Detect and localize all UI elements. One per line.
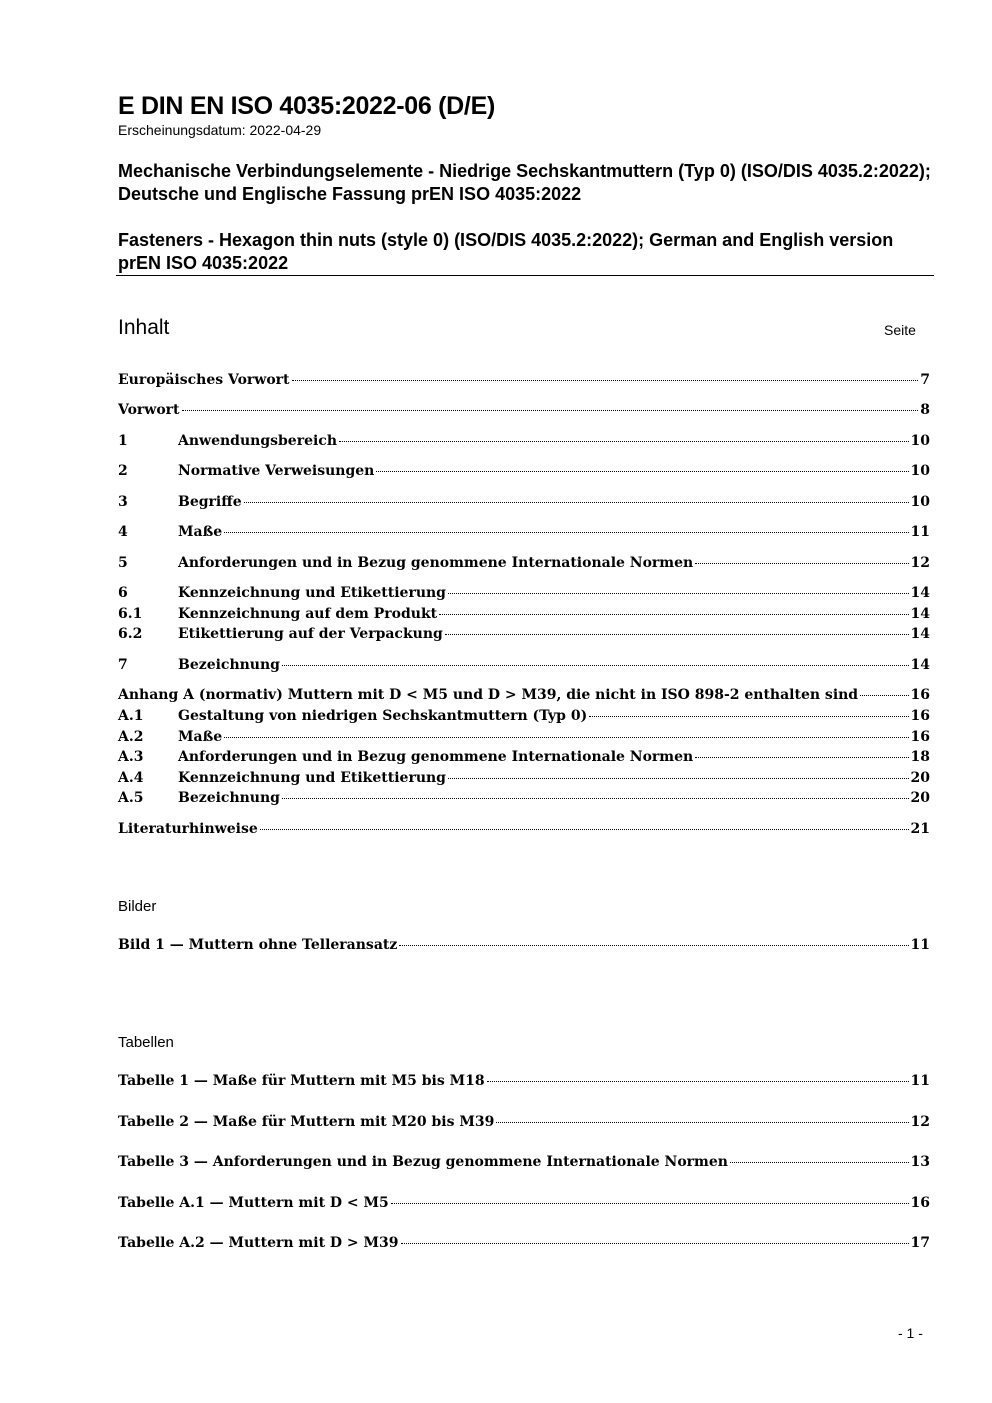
figure-entry-page: 11 <box>910 937 930 953</box>
toc-entry-page: 16 <box>910 729 930 745</box>
toc-entry-page: 14 <box>910 657 930 673</box>
toc-entry-label: Anforderungen und in Bezug genommene Internationale Normen <box>178 749 694 765</box>
toc-entry-label: Europäisches Vorwort <box>118 372 290 388</box>
toc-entry-label: Maße <box>178 524 223 540</box>
toc-entry-label: Gestaltung von niedrigen Sechskantmuttern (Typ 0) <box>178 708 588 724</box>
toc-entry[interactable] <box>118 555 930 575</box>
toc-entry-label: Normative Verweisungen <box>178 463 375 479</box>
dot-leader <box>224 532 908 533</box>
dot-leader <box>376 471 908 472</box>
publication-date: Erscheinungsdatum: 2022-04-29 <box>118 122 322 138</box>
table-entry-page: 11 <box>910 1073 930 1089</box>
table-entry-label: Tabelle 2 — Maße für Muttern mit M20 bis M39 <box>118 1114 495 1130</box>
dot-leader <box>695 757 908 758</box>
toc-entry-page: 14 <box>910 606 930 622</box>
toc-entry-number: 6 <box>118 585 128 601</box>
document-title: E DIN EN ISO 4035:2022-06 (D/E) <box>118 92 495 120</box>
toc-entry-number: 4 <box>118 524 128 540</box>
toc-entry-number: 5 <box>118 555 128 571</box>
dot-leader <box>589 716 908 717</box>
table-entry-label: Tabelle A.1 — Muttern mit D < M5 <box>118 1195 389 1211</box>
toc-entry[interactable] <box>118 790 930 810</box>
tables-heading: Tabellen <box>118 1034 174 1051</box>
toc-entry-number: A.2 <box>118 729 144 745</box>
toc-entry-page: 16 <box>910 687 930 703</box>
table-entry-label: Tabelle 1 — Maße für Muttern mit M5 bis M18 <box>118 1073 485 1089</box>
contents-heading: Inhalt <box>118 316 170 339</box>
toc-entry-label: Vorwort <box>118 402 180 418</box>
toc-entry[interactable] <box>118 402 930 422</box>
toc-entry-page: 10 <box>910 463 930 479</box>
dot-leader <box>439 614 908 615</box>
toc-entry[interactable] <box>118 708 930 728</box>
toc-entry-label: Etikettierung auf der Verpackung <box>178 626 443 642</box>
table-entry-label: Tabelle A.2 — Muttern mit D > M39 <box>118 1235 399 1251</box>
toc-entry[interactable] <box>118 585 930 605</box>
toc-entry-label: Bezeichnung <box>178 790 280 806</box>
table-entry-page: 17 <box>910 1235 930 1251</box>
toc-entry-label: Kennzeichnung und Etikettierung <box>178 585 446 601</box>
toc-entry-page: 18 <box>910 749 930 765</box>
figures-heading: Bilder <box>118 898 157 915</box>
dot-leader <box>292 380 919 381</box>
toc-entry[interactable] <box>118 729 930 749</box>
toc-entry-label: Begriffe <box>178 494 242 510</box>
toc-entry-label: Kennzeichnung und Etikettierung <box>178 770 446 786</box>
table-entry[interactable] <box>118 1073 930 1093</box>
dot-leader <box>730 1162 909 1163</box>
table-entry-page: 13 <box>910 1154 930 1170</box>
figure-entry[interactable] <box>118 937 930 957</box>
toc-entry-number: 3 <box>118 494 128 510</box>
toc-entry-label: Maße <box>178 729 223 745</box>
toc-entry-page: 20 <box>910 770 930 786</box>
toc-entry[interactable] <box>118 606 930 626</box>
toc-entry-page: 14 <box>910 585 930 601</box>
toc-entry[interactable] <box>118 433 930 453</box>
toc-entry[interactable] <box>118 463 930 483</box>
dot-leader <box>445 634 909 635</box>
toc-entry-page: 11 <box>910 524 930 540</box>
table-entry-label: Tabelle 3 — Anforderungen und in Bezug genommene Internationale Normen <box>118 1154 728 1170</box>
toc-entry-label: Bezeichnung <box>178 657 280 673</box>
toc-entry-label: Literaturhinweise <box>118 821 258 837</box>
toc-entry-number: A.3 <box>118 749 144 765</box>
toc-entry-page: 10 <box>910 494 930 510</box>
toc-entry-number: A.4 <box>118 770 144 786</box>
dot-leader <box>244 502 909 503</box>
dot-leader <box>401 1243 909 1244</box>
toc-entry[interactable] <box>118 626 930 646</box>
dot-leader <box>224 737 908 738</box>
dot-leader <box>282 665 909 666</box>
toc-entry-label: Anforderungen und in Bezug genommene Internationale Normen <box>178 555 694 571</box>
page-column-label: Seite <box>884 322 916 338</box>
toc-entry[interactable] <box>118 372 930 392</box>
figure-entry-label: Bild 1 — Muttern ohne Telleransatz <box>118 937 398 953</box>
toc-entry-number: 7 <box>118 657 128 673</box>
toc-entry-number: A.5 <box>118 790 144 806</box>
toc-entry[interactable] <box>118 524 930 544</box>
page-number: - 1 - <box>898 1325 923 1341</box>
dot-leader <box>282 798 909 799</box>
toc-entry-number: A.1 <box>118 708 144 724</box>
dot-leader <box>695 563 908 564</box>
table-entry-page: 12 <box>910 1114 930 1130</box>
dot-leader <box>487 1081 909 1082</box>
dot-leader <box>260 829 909 830</box>
dot-leader <box>860 695 908 696</box>
dot-leader <box>448 593 909 594</box>
dot-leader <box>391 1203 909 1204</box>
toc-entry-number: 6.2 <box>118 626 143 642</box>
toc-entry-label: Anwendungsbereich <box>178 433 337 449</box>
toc-entry-label: Anhang A (normativ) Muttern mit D < M5 und D > M39, die nicht in ISO 898-2 enthalten sind <box>118 687 859 703</box>
toc-entry[interactable] <box>118 821 930 841</box>
toc-entry[interactable] <box>118 687 930 707</box>
dot-leader <box>182 410 919 411</box>
toc-entry-number: 2 <box>118 463 128 479</box>
toc-entry-page: 7 <box>920 372 930 388</box>
toc-entry-page: 16 <box>910 708 930 724</box>
toc-entry[interactable] <box>118 749 930 769</box>
toc-entry-page: 21 <box>910 821 930 837</box>
table-entry-page: 16 <box>910 1195 930 1211</box>
table-entry[interactable] <box>118 1235 930 1255</box>
toc-entry-page: 10 <box>910 433 930 449</box>
header-divider <box>116 275 934 276</box>
dot-leader <box>496 1122 908 1123</box>
title-english: Fasteners - Hexagon thin nuts (style 0) (ISO/DIS 4035.2:2022); German and English version prEN ISO 4035:2022 <box>118 230 894 273</box>
table-entry[interactable] <box>118 1114 930 1134</box>
toc-entry-page: 14 <box>910 626 930 642</box>
table-entry[interactable] <box>118 1154 930 1174</box>
toc-entry[interactable] <box>118 657 930 677</box>
title-german: Mechanische Verbindungselemente - Niedrige Sechskantmuttern (Typ 0) (ISO/DIS 4035.2:2022); Deutsche und Englische Fassung prEN ISO 4035:2022 <box>118 161 931 204</box>
toc-entry[interactable] <box>118 770 930 790</box>
toc-entry-number: 1 <box>118 433 128 449</box>
toc-entry[interactable] <box>118 494 930 514</box>
toc-entry-page: 12 <box>910 555 930 571</box>
toc-entry-page: 8 <box>920 402 930 418</box>
dot-leader <box>448 778 909 779</box>
table-entry[interactable] <box>118 1195 930 1215</box>
toc-entry-number: 6.1 <box>118 606 143 622</box>
dot-leader <box>339 441 909 442</box>
dot-leader <box>399 945 908 946</box>
toc-entry-label: Kennzeichnung auf dem Produkt <box>178 606 438 622</box>
toc-entry-page: 20 <box>910 790 930 806</box>
